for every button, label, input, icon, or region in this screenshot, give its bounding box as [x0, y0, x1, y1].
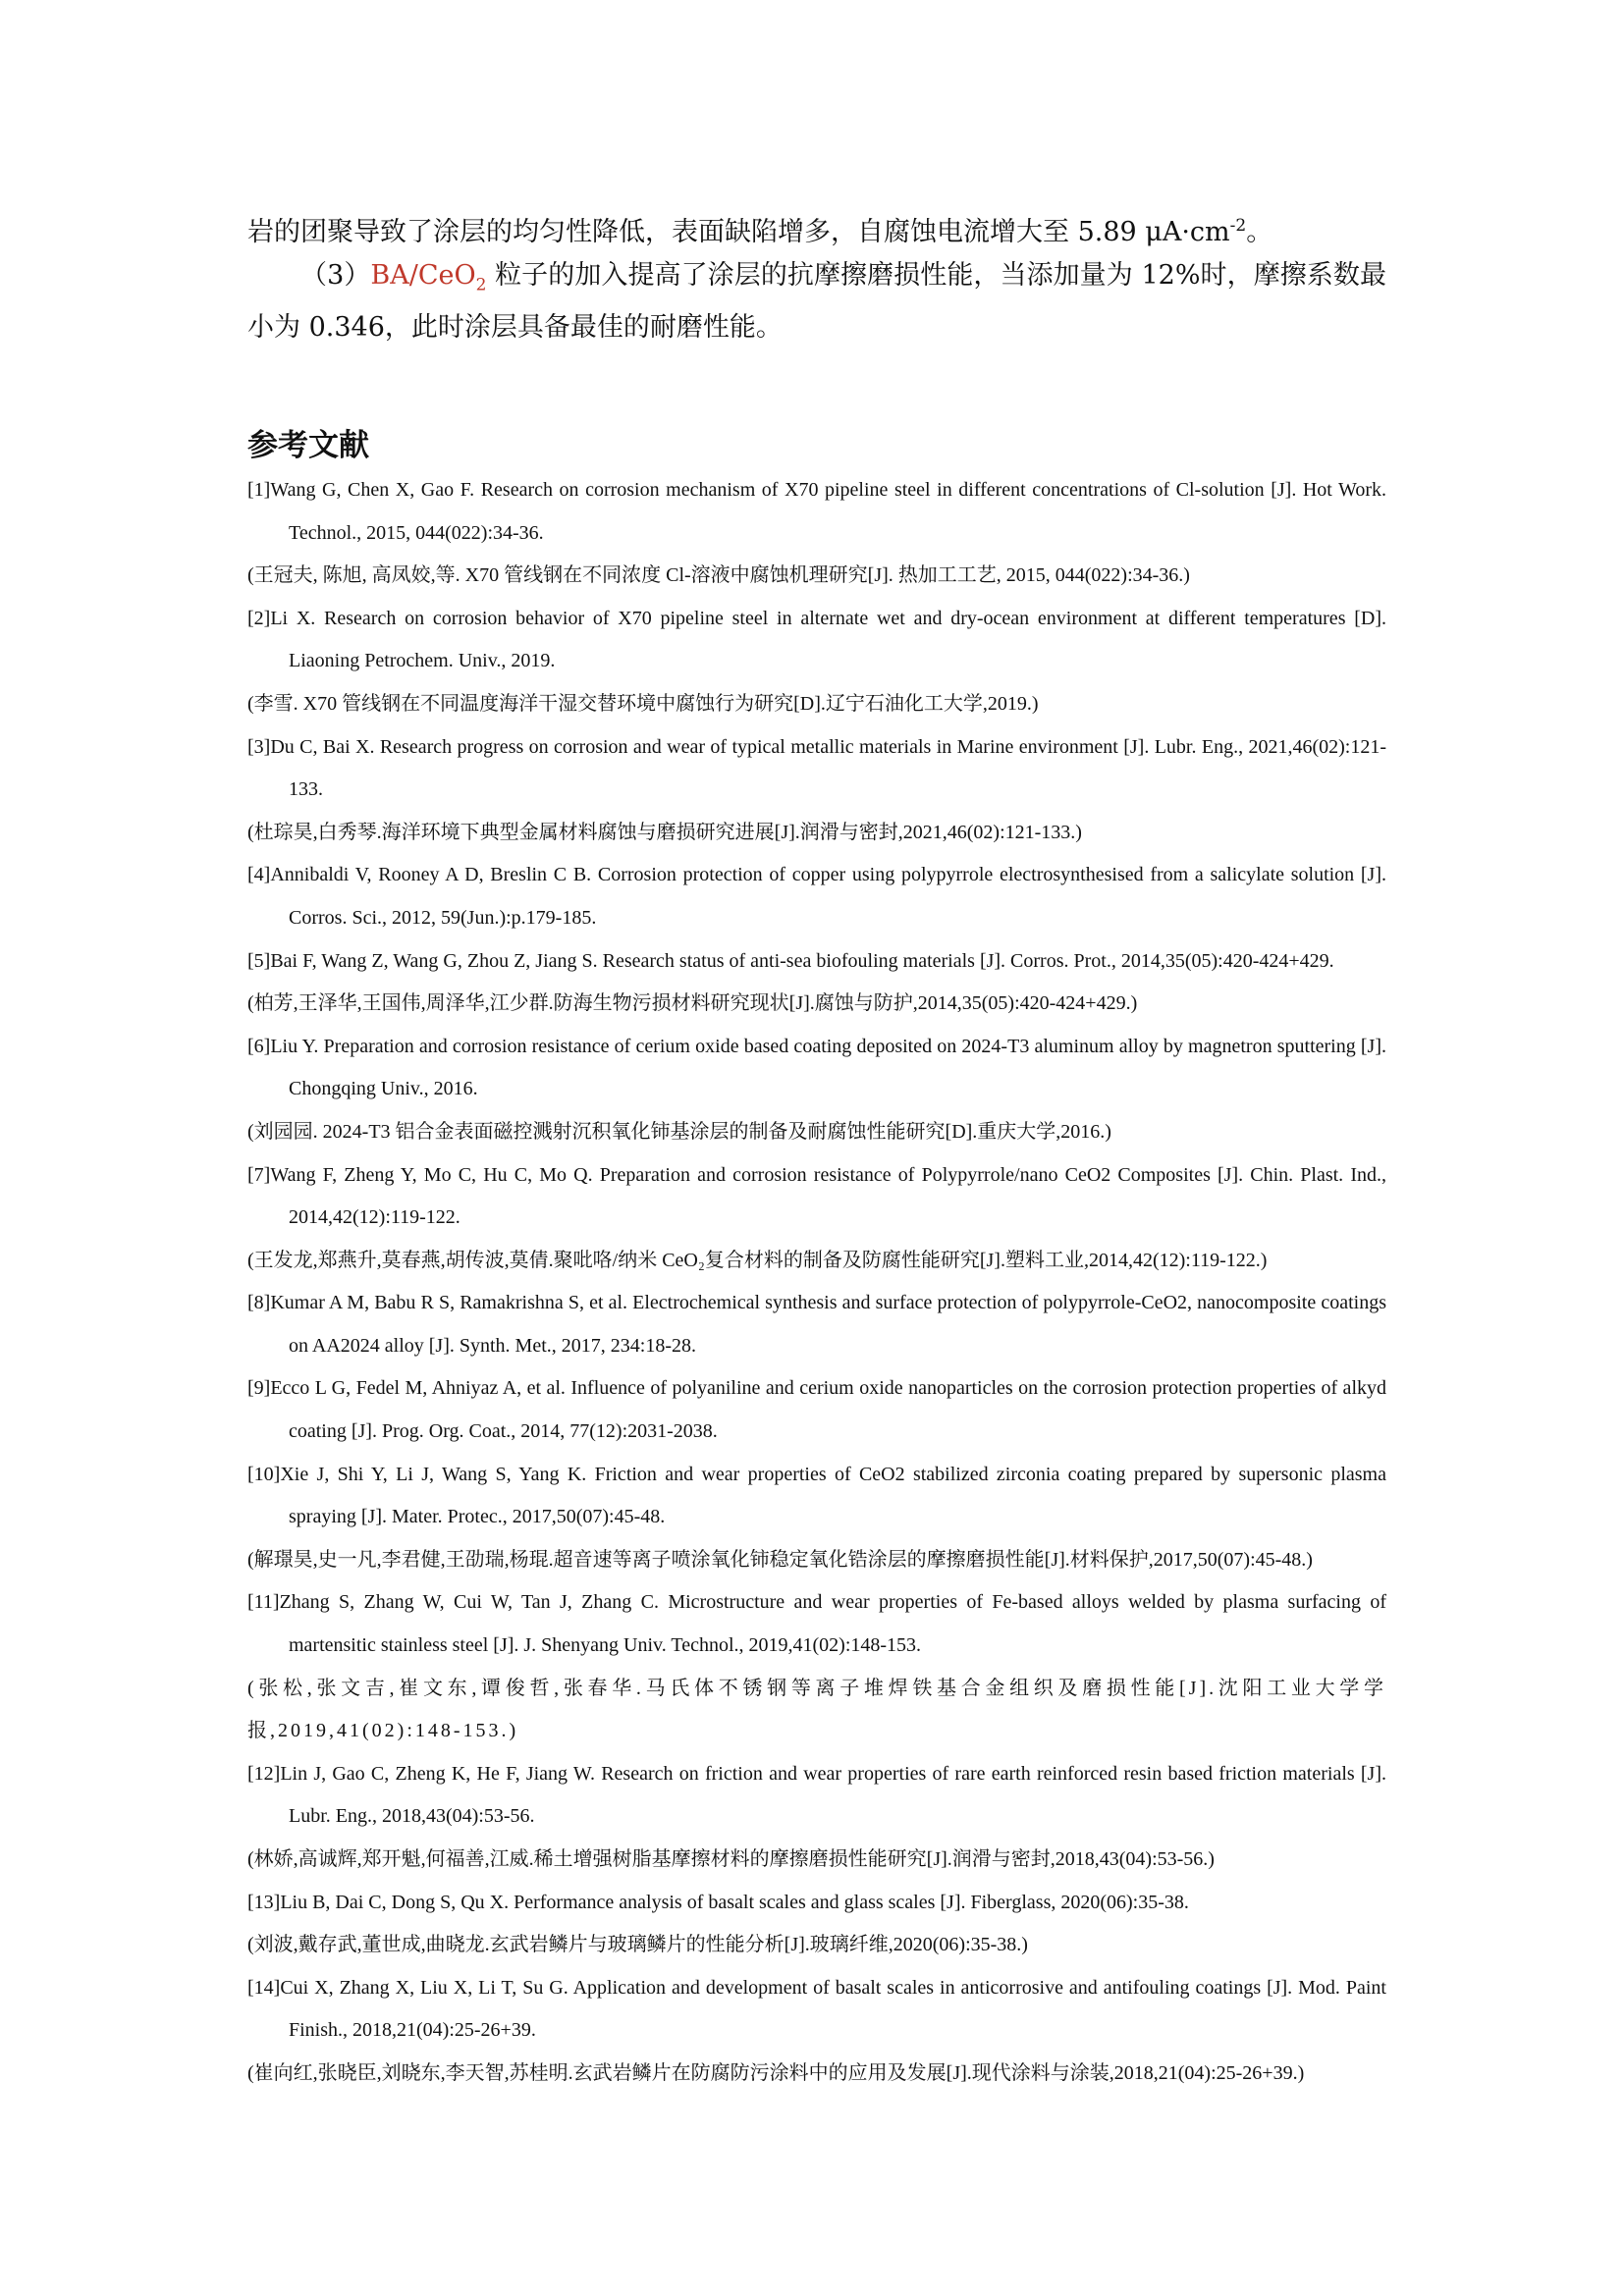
reference-translation: (林娇,高诚辉,郑开魁,何福善,江威.稀土增强树脂基摩擦材料的摩擦磨损性能研究[J].润滑与密封,2018,43(04):53-56.) [247, 1848, 1215, 1870]
conclusion-paragraph [247, 204, 1386, 349]
reference-translation: (解璟昊,史一凡,李君健,王劭瑞,杨琨.超音速等离子喷涂氧化铈稳定氧化锆涂层的摩擦磨损性能[J].材料保护,2017,50(07):45-48.) [247, 1548, 1313, 1571]
reference-translation: (柏芳,王泽华,王国伟,周泽华,江少群.防海生物污损材料研究现状[J].腐蚀与防护,2014,35(05):420-424+429.) [247, 992, 1138, 1015]
reference-entry: [2]Li X. Research on corrosion behavior of X70 pipeline steel in alternate wet and dry-ocean environment at different temperatures [D]. Liaoning Petrochem. Univ., 2019. [247, 607, 1386, 672]
reference-entry: [5]Bai F, Wang Z, Wang G, Zhou Z, Jiang S. Research status of anti-sea biofouling materials [J]. Corros. Prot., 2014,35(05):420-424+429. [247, 949, 1334, 972]
reference-list [247, 469, 1386, 2096]
references-heading: 参考文献 [247, 428, 369, 463]
reference-translation: (张松,张文吉,崔文东,谭俊哲,张春华.马氏体不锈钢等离子堆焊铁基合金组织及磨损性能[J].沈阳工业大学学报,2019,41(02):148-153.) [247, 1677, 1386, 1742]
ba-ceo2-term: BA/CeO$_2$ [370, 260, 487, 295]
reference-entry: [4]Annibaldi V, Rooney A D, Breslin C B. Corrosion protection of copper using polypyrrole electrosynthesised from a salicylate solution [J]. Corros. Sci., 2012, 59(Jun.):p.179-185. [247, 864, 1386, 929]
reference-translation: (王冠夫, 陈旭, 高凤姣,等. X70 管线钢在不同浓度 Cl-溶液中腐蚀机理研究[J]. 热加工工艺, 2015, 044(022):34-36.) [247, 564, 1190, 587]
reference-translation: (刘园园. 2024-T3 铝合金表面磁控溅射沉积氧化铈基涂层的制备及耐腐蚀性能研究[D].重庆大学,2016.) [247, 1120, 1111, 1143]
reference-translation: (王发龙,郑燕升,莫春燕,胡传波,莫倩.聚吡咯/纳米 CeO₂复合材料的制备及防腐性能研究[J].塑料工业,2014,42(12):119-122.) [247, 1249, 1268, 1271]
reference-translation: (刘波,戴存武,董世成,曲晓龙.玄武岩鳞片与玻璃鳞片的性能分析[J].玻璃纤维,2020(06):35-38.) [247, 1934, 1028, 1956]
reference-translation: (李雪. X70 管线钢在不同温度海洋干湿交替环境中腐蚀行为研究[D].辽宁石油化工大学,2019.) [247, 692, 1039, 715]
reference-entry: [9]Ecco L G, Fedel M, Ahniyaz A, et al. Influence of polyaniline and cerium oxide nanoparticles on the corrosion protection properties of alkyd coating [J]. Prog. Org. Coat., 2014, 77(12):2031-2038. [247, 1377, 1386, 1443]
reference-entry: [14]Cui X, Zhang X, Liu X, Li T, Su G. Application and development of basalt scales in anticorrosive and antifouling coatings [J]. Mod. Paint Finish., 2018,21(04):25-26+39. [247, 1976, 1386, 2042]
reference-entry: [1]Wang G, Chen X, Gao F. Research on corrosion mechanism of X70 pipeline steel in different concentrations of Cl-solution [J]. Hot Work. Technol., 2015, 044(022):34-36. [247, 479, 1386, 544]
reference-entry: [3]Du C, Bai X. Research progress on corrosion and wear of typical metallic materials in Marine environment [J]. Lubr. Eng., 2021,46(02):121-133. [247, 735, 1386, 801]
reference-translation: (崔向红,张晓臣,刘晓东,李天智,苏桂明.玄武岩鳞片在防腐防污涂料中的应用及发展[J].现代涂料与涂装,2018,21(04):25-26+39.) [247, 2061, 1305, 2084]
reference-entry: [13]Liu B, Dai C, Dong S, Qu X. Performance analysis of basalt scales and glass scales [J]. Fiberglass, 2020(06):35-38. [247, 1891, 1189, 1913]
reference-entry: [7]Wang F, Zheng Y, Mo C, Hu C, Mo Q. Preparation and corrosion resistance of Polypyrrole/nano CeO2 Composites [J]. Chin. Plast. Ind., 2014,42(12):119-122. [247, 1163, 1386, 1229]
reference-translation: (杜琮昊,白秀琴.海洋环境下典型金属材料腐蚀与磨损研究进展[J].润滑与密封,2021,46(02):121-133.) [247, 821, 1082, 843]
reference-entry: [11]Zhang S, Zhang W, Cui W, Tan J, Zhang C. Microstructure and wear properties of Fe-based alloys welded by plasma surfacing of martensitic stainless steel [J]. J. Shenyang Univ. Technol., 2019,41(02):148-153. [247, 1591, 1386, 1657]
conclusion-line-1: 岩的团聚导致了涂层的均匀性降低，表面缺陷增多，自腐蚀电流增大至 5.89 $\mu A\cdot cm^{-2}$。 [247, 216, 1273, 247]
reference-entry: [8]Kumar A M, Babu R S, Ramakrishna S, et al. Electrochemical synthesis and surface protection of polypyrrole-CeO2, nanocomposite coatings on AA2024 alloy [J]. Synth. Met., 2017, 234:18-28. [247, 1292, 1386, 1357]
conclusion-point-3: （3）BA/CeO$_2$ 粒子的加入提高了涂层的抗摩擦磨损性能，当添加量为 12%时，摩擦系数最小为 0.346，此时涂层具备最佳的耐磨性能。 [247, 260, 1386, 344]
reference-entry: [10]Xie J, Shi Y, Li J, Wang S, Yang K. Friction and wear properties of CeO2 stabilized zirconia coating prepared by supersonic plasma spraying [J]. Mater. Protec., 2017,50(07):45-48. [247, 1463, 1386, 1528]
reference-entry: [12]Lin J, Gao C, Zheng K, He F, Jiang W. Research on friction and wear properties of rare earth reinforced resin based friction materials [J]. Lubr. Eng., 2018,43(04):53-56. [247, 1762, 1386, 1828]
reference-entry: [6]Liu Y. Preparation and corrosion resistance of cerium oxide based coating deposited on 2024-T3 aluminum alloy by magnetron sputtering [J]. Chongqing Univ., 2016. [247, 1035, 1386, 1100]
